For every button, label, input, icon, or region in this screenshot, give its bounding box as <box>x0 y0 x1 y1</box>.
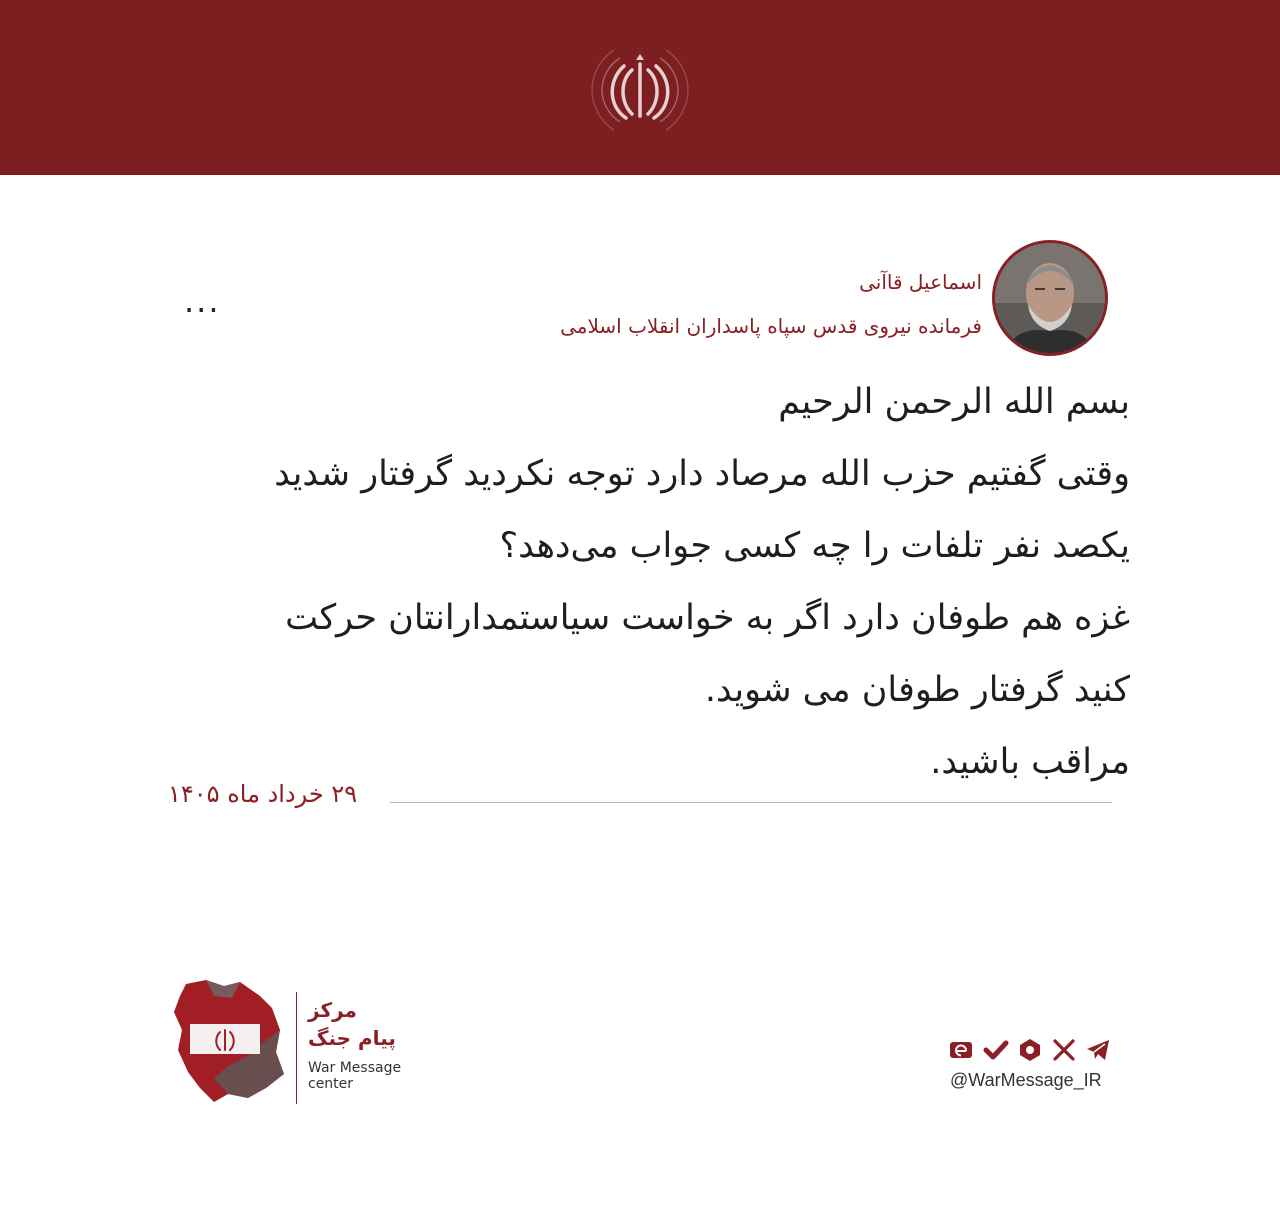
more-options-button[interactable]: ... <box>184 282 221 320</box>
rubika-icon[interactable] <box>1016 1036 1044 1064</box>
avatar-portrait <box>995 243 1105 353</box>
author-name: اسماعیل قاآنی <box>859 270 982 294</box>
x-icon[interactable] <box>1050 1036 1078 1064</box>
telegram-icon[interactable] <box>1084 1036 1112 1064</box>
iran-emblem-icon <box>580 30 700 150</box>
author-block <box>188 240 1108 360</box>
logo-text-fa: مرکز <box>308 998 357 1022</box>
social-links <box>940 1036 1112 1096</box>
war-message-logo <box>168 978 408 1108</box>
header-band <box>0 0 1280 175</box>
logo-divider <box>296 992 297 1104</box>
date-row <box>168 780 1112 820</box>
post-line: وقتی گفتیم حزب الله مرصاد دارد توجه نکردید گرفتار شدید <box>274 454 1130 494</box>
logo-text-en: War Message <box>308 1060 402 1076</box>
author-title: فرمانده نیروی قدس سپاه پاسداران انقلاب اسلامی <box>560 314 982 338</box>
social-handle[interactable]: @WarMessage_IR <box>950 1070 1102 1090</box>
logo-text-en: center <box>308 1076 354 1092</box>
post-text <box>150 366 1130 798</box>
post-line: بسم الله الرحمن الرحیم <box>778 382 1130 422</box>
logo-text-fa: پیام جنگ <box>308 1026 396 1050</box>
check-icon[interactable] <box>982 1036 1010 1064</box>
post-line: غزه هم طوفان دارد اگر به خواست سیاستمدارانتان حرکت <box>285 598 1130 638</box>
post-line: یکصد نفر تلفات را چه کسی جواب می‌دهد؟ <box>499 526 1130 566</box>
post-date: ۲۹ خرداد ماه ۱۴۰۵ <box>168 780 358 808</box>
eitaa-icon[interactable] <box>948 1036 976 1064</box>
divider <box>390 802 1112 803</box>
post-line: کنید گرفتار طوفان می شوید. <box>704 670 1130 710</box>
iran-map-icon <box>168 978 288 1106</box>
post-line: مراقب باشید. <box>930 742 1130 782</box>
author-avatar <box>992 240 1108 356</box>
